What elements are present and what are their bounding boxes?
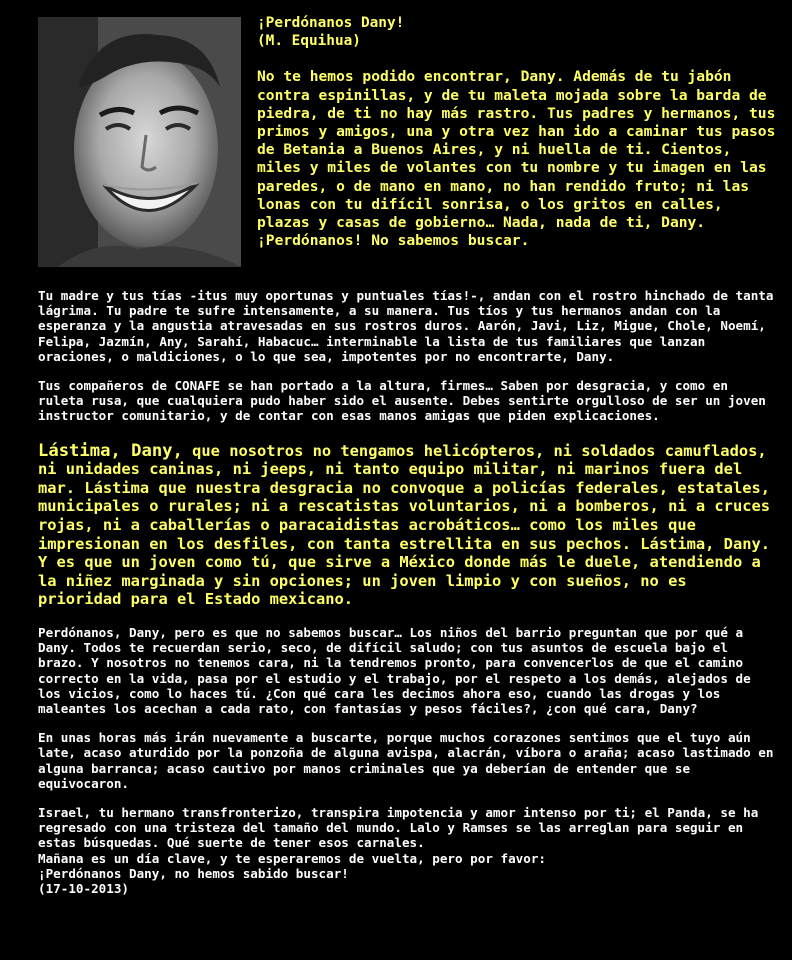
paragraph-family: Tu madre y tus tías -itus muy oportunas y puntuales tías!-, andan con el rostro hinchado de tanta lágrima. Tu padre te sufre intensamente, a su manera. Tus tíos y tus hermanos andan con la esperanza y la angustia atravesadas en sus rostros duros. Aarón, Javi, Liz, Migue, Chole, Noemí, Felipa, Jazmín, Any, Sarahí, Habacuc… interminable la lista de tus familiares que lanzan oraciones, o maldiciones, o lo que sea, impotentes por no encontrarte, Dany. bbox=[38, 288, 774, 364]
paragraph-manana: Mañana es un día clave, y te esperaremos de vuelta, pero por favor: bbox=[38, 850, 546, 866]
paragraph-lastima bbox=[38, 442, 778, 609]
portrait-illustration bbox=[38, 17, 241, 267]
header-block bbox=[257, 14, 777, 250]
intro-paragraph: No te hemos podido encontrar, Dany. Además de tu jabón contra espinillas, y de tu maleta mojada sobre la barda de piedra, de ti no hay más rastro. Tus padres y hermanos, tus primos y amigos, una y otra vez han ido a caminar tus pasos de Betania a Buenos Aires, y ni huella de ti. Cientos, miles y miles de volantes con tu nombre y tu imagen en las paredes, o de mano en mano, no han rendido fruto; ni las lonas con tu difícil sonrisa, o los gritos en calles, plazas y casas de gobierno… Nada, nada de ti, Dany. ¡Perdónanos! No sabemos buscar. bbox=[257, 68, 776, 250]
page-title: ¡Perdónanos Dany! bbox=[257, 15, 405, 31]
title-block bbox=[257, 14, 777, 50]
closing-block bbox=[38, 805, 778, 896]
paragraph-search: En unas horas más irán nuevamente a buscarte, porque muchos corazones sentimos que el tuyo aún late, acaso aturdido por la ponzoña de alguna avispa, alacrán, víbora o araña; acaso lastimado en alguna barranca; acaso cautivo por manos criminales que ya deberían de entender que se equivocaron. bbox=[38, 730, 774, 791]
article-body bbox=[38, 288, 778, 896]
date: (17-10-2013) bbox=[38, 881, 129, 897]
paragraph-israel: Israel, tu hermano transfronterizo, transpira impotencia y amor intenso por ti; el Panda, se ha regresado con una tristeza del tamaño del mundo. Lalo y Ramses se las arreglan para seguir en estas búsquedas. Qué suerte de tener esos carnales. bbox=[38, 805, 759, 851]
lastima-lead: Lástima, Dany, bbox=[38, 440, 183, 461]
paragraph-perdonanos: Perdónanos, Dany, pero es que no sabemos buscar… Los niños del barrio preguntan que por qué a Dany. Todos te recuerdan serio, seco, de difícil saludo; con tus asuntos de escuela bajo el brazo. Y nosotros no tenemos cara, ni la tendremos pronto, para convencerlos de que el camino correcto en la vida, pasa por el estudio y el trabajo, por el respeto a los demás, alejados de los vicios, como lo haces tú. ¿Con qué cara les decimos ahora eso, cuando las drogas y los maleantes los acechan a cada rato, con fantasías y pesos fáciles?, ¿con qué cara, Dany? bbox=[38, 624, 751, 716]
portrait-photo bbox=[38, 17, 241, 267]
author: (M. Equihua) bbox=[257, 33, 361, 50]
lastima-rest: que nosotros no tengamos helicópteros, ni soldados camuflados, ni unidades caninas, ni jeeps, ni tanto equipo militar, ni marinos fuera del mar. Lástima que nuestra desgracia no convoque a policías federales, estatales, municipales o rurales; ni a rescatistas voluntarios, ni a bomberos, ni a cruces rojas, ni a caballerías o paracaidistas acrobáticos… como los miles que impresionan en los desfiles, con tanta estrellita en sus pechos. Lástima, Dany. Y es que un joven como tú, que sirve a México donde más le duele, atendiendo a la niñez marginada y sin opciones; un joven limpio y con sueños, no es prioridad para el Estado mexicano. bbox=[38, 441, 771, 609]
paragraph-conafe: Tus compañeros de CONAFE se han portado a la altura, firmes… Saben por desgracia, y como en ruleta rusa, que cualquiera pudo haber sido el ausente. Debes sentirte orgulloso de ser un joven instructor comunitario, y de contar con esas manos amigas que piden explicaciones. bbox=[38, 378, 766, 424]
paragraph-final: ¡Perdónanos Dany, no hemos sabido buscar! bbox=[38, 865, 349, 881]
